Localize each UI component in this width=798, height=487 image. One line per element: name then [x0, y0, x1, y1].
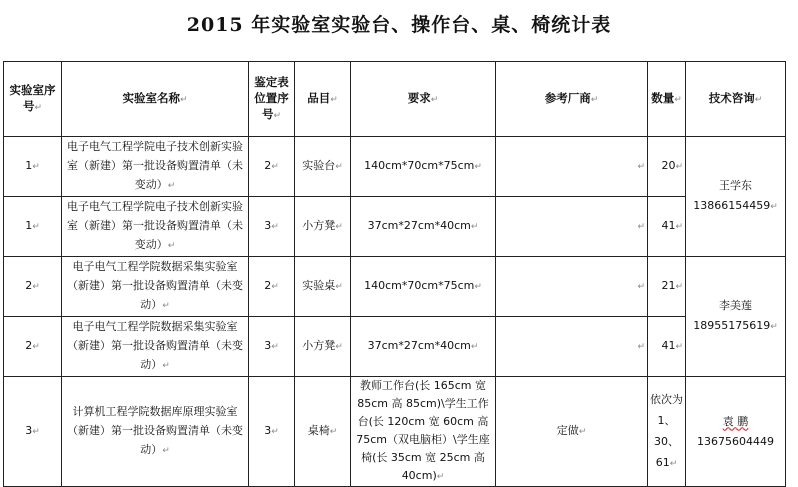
cell-lab-name: 计算机工程学院数据库原理实验室（新建）第一批设备购置清单（未变动）↵ [62, 377, 249, 487]
header-lab-no: 实验室序号↵ [4, 62, 62, 137]
header-quantity: 数量↵ [648, 62, 686, 137]
cell-item: 实验台↵ [295, 137, 351, 197]
table-row [4, 197, 786, 257]
cell-item: 小方凳↵ [295, 197, 351, 257]
contact-name: 袁 鹏 [722, 414, 749, 428]
cell-quantity: 41↵ [648, 317, 686, 377]
header-row [4, 62, 786, 137]
cell-vendor: ↵ [496, 257, 648, 317]
table-row [4, 257, 786, 317]
table-row [4, 317, 786, 377]
header-consult: 技术咨询↵ [686, 62, 786, 137]
header-vendor: 参考厂商↵ [496, 62, 648, 137]
cell-lab-name: 电子电气工程学院数据采集实验室（新建）第一批设备购置清单（未变动）↵ [62, 317, 249, 377]
cell-position-no: 3↵ [249, 317, 295, 377]
cell-vendor: ↵ [496, 317, 648, 377]
header-lab-name: 实验室名称↵ [62, 62, 249, 137]
cell-vendor: ↵ [496, 197, 648, 257]
cell-requirement: 37cm*27cm*40cm↵ [351, 317, 496, 377]
cell-item: 桌椅↵ [295, 377, 351, 487]
cell-lab-no: 1↵ [4, 197, 62, 257]
contact-phone: 13675604449 [697, 434, 774, 448]
header-position-no: 鉴定表位置序号↵ [249, 62, 295, 137]
contact-phone: 18955175619↵ [693, 319, 778, 332]
header-item: 品目↵ [295, 62, 351, 137]
cell-quantity: 依次为 1、30、61↵ [648, 377, 686, 487]
cell-position-no: 2↵ [249, 137, 295, 197]
cell-requirement: 140cm*70cm*75cm↵ [351, 257, 496, 317]
cell-quantity: 20↵ [648, 137, 686, 197]
cell-position-no: 3↵ [249, 377, 295, 487]
cell-requirement: 教师工作台(长 165cm 宽 85cm 高 85cm)\学生工作台(长 120cm 宽 60cm 高 75cm（双电脑柜）\学生座椅(长 35cm 宽 25cm 高 40cm)↵ [351, 377, 496, 487]
cell-item: 实验桌↵ [295, 257, 351, 317]
cell-consult [686, 257, 786, 377]
cell-position-no: 2↵ [249, 257, 295, 317]
table-row [4, 137, 786, 197]
cell-requirement: 37cm*27cm*40cm↵ [351, 197, 496, 257]
cell-requirement: 140cm*70cm*75cm↵ [351, 137, 496, 197]
cell-vendor: ↵ [496, 137, 648, 197]
cell-lab-name: 电子电气工程学院电子技术创新实验室（新建）第一批设备购置清单（未变动）↵ [62, 137, 249, 197]
table-row [4, 377, 786, 487]
page-title: 2015 年实验室实验台、操作台、桌、椅统计表 [186, 14, 612, 36]
contact-name: 王学东 [719, 179, 752, 192]
cell-vendor: 定做↵ [496, 377, 648, 487]
cell-consult [686, 137, 786, 257]
cell-quantity: 21↵ [648, 257, 686, 317]
cell-position-no: 3↵ [249, 197, 295, 257]
cell-lab-no: 3↵ [4, 377, 62, 487]
contact-name: 李美莲 [719, 299, 752, 312]
cell-lab-name: 电子电气工程学院数据采集实验室（新建）第一批设备购置清单（未变动）↵ [62, 257, 249, 317]
cell-item: 小方凳↵ [295, 317, 351, 377]
cell-lab-no: 2↵ [4, 257, 62, 317]
cell-lab-name: 电子电气工程学院电子技术创新实验室（新建）第一批设备购置清单（未变动）↵ [62, 197, 249, 257]
statistics-table [3, 61, 786, 487]
cell-consult [686, 377, 786, 487]
contact-phone: 13866154459↵ [693, 199, 778, 212]
cell-lab-no: 2↵ [4, 317, 62, 377]
header-requirement: 要求↵ [351, 62, 496, 137]
cell-quantity: 41↵ [648, 197, 686, 257]
cell-lab-no: 1↵ [4, 137, 62, 197]
